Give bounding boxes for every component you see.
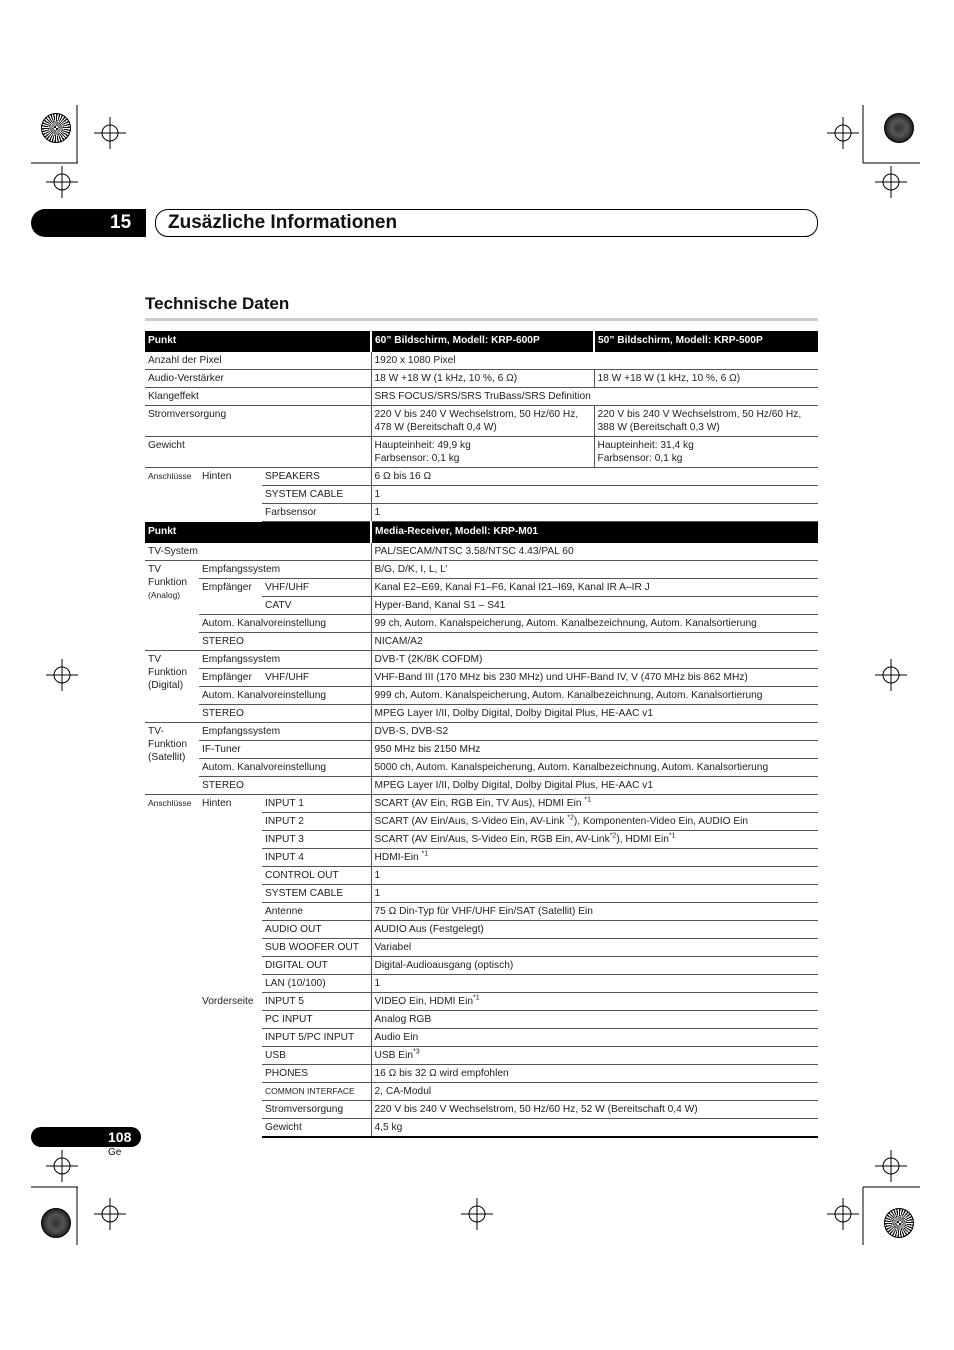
row-value: B/G, D/K, I, L, L’ — [371, 561, 818, 579]
table-row — [145, 723, 818, 741]
row-sublabel: VHF/UHF — [262, 579, 371, 597]
table-row — [145, 406, 818, 437]
spec-table — [145, 331, 818, 1138]
row-label: Autom. Kanalvoreinstellung — [199, 687, 371, 705]
row-label: Empfangssystem — [199, 561, 371, 579]
row-value — [371, 849, 818, 867]
table-row — [145, 669, 818, 687]
row-sublabel: Vorderseite — [202, 995, 254, 1007]
row-sublabel: CATV — [262, 597, 371, 615]
weight-main: Haupteinheit: 31,4 kg — [597, 440, 694, 451]
group-label-line: Funktion — [148, 739, 188, 750]
row-value — [371, 1047, 818, 1065]
row-label: STEREO — [199, 633, 371, 651]
row-label: INPUT 4 — [262, 849, 371, 867]
group-label — [145, 561, 199, 651]
row-label: TV-System — [145, 543, 371, 561]
row-label: DIGITAL OUT — [262, 957, 371, 975]
weight-main: Haupteinheit: 49,9 kg — [374, 440, 471, 451]
group-label — [145, 651, 199, 723]
row-value: MPEG Layer I/II, Dolby Digital, Dolby Digital Plus, HE-AAC v1 — [371, 777, 818, 795]
row-label: Autom. Kanalvoreinstellung — [199, 759, 371, 777]
row-sublabel: Hinten — [202, 798, 232, 809]
row-value: 1 — [371, 867, 818, 885]
row-label: Stromversorgung — [145, 406, 371, 437]
table-row — [145, 741, 818, 759]
row-label: Farbsensor — [262, 504, 371, 522]
group-label-line: (Analog) — [148, 590, 181, 600]
row-label: PC INPUT — [262, 1011, 371, 1029]
value-text: VIDEO Ein, HDMI Ein — [374, 996, 474, 1007]
footnote-ref: *2 — [609, 832, 617, 840]
row-value: 999 ch, Autom. Kanalspeicherung, Autom. Kanalbezeichnung, Autom. Kanalsortierung — [371, 687, 818, 705]
footnote-ref: *1 — [584, 796, 591, 804]
table-row — [145, 705, 818, 723]
table-row — [145, 633, 818, 651]
row-value — [371, 795, 818, 813]
weight-sensor: Farbsensor: 0,1 kg — [374, 453, 460, 464]
header-cell: Media-Receiver, Modell: KRP-M01 — [371, 522, 818, 543]
row-label: SYSTEM CABLE — [262, 486, 371, 504]
row-label: INPUT 3 — [262, 831, 371, 849]
row-label: Gewicht — [262, 1119, 371, 1138]
table-row — [145, 579, 818, 597]
footnote-ref: *2 — [567, 814, 574, 822]
row-label: Anzahl der Pixel — [145, 352, 371, 370]
row-value — [371, 813, 818, 831]
row-value: 1 — [371, 885, 818, 903]
section-title: Technische Daten — [145, 294, 290, 313]
row-value: 220 V bis 240 V Wechselstrom, 50 Hz/60 Hz, 478 W (Bereitschaft 0,4 W) — [371, 406, 594, 437]
group-label-line: TV- — [148, 726, 164, 737]
group-label-line: Funktion — [148, 667, 188, 678]
header-cell: Punkt — [145, 522, 371, 543]
value-text: SCART (AV Ein/Aus, S-Video Ein, AV-Link — [374, 816, 568, 827]
row-label: Stromversorgung — [262, 1101, 371, 1119]
row-label: Gewicht — [145, 437, 371, 468]
row-label: INPUT 2 — [262, 813, 371, 831]
table-row — [145, 561, 818, 579]
row-label: Empfangssystem — [199, 723, 371, 741]
value-text: HDMI-Ein — [374, 852, 422, 863]
row-value: 1 — [371, 504, 818, 522]
row-value — [371, 993, 818, 1011]
row-value: Digital-Audioausgang (optisch) — [371, 957, 818, 975]
row-label: INPUT 1 — [262, 795, 371, 813]
row-label: Empfänger — [199, 579, 262, 615]
table-header-row — [145, 331, 818, 352]
row-label: COMMON INTERFACE — [262, 1083, 371, 1101]
row-value: Variabel — [371, 939, 818, 957]
footnote-ref: *1 — [473, 994, 480, 1002]
table-row — [145, 370, 818, 388]
row-label: INPUT 5/PC INPUT — [262, 1029, 371, 1047]
page-number: 108 — [108, 1129, 132, 1145]
table-row — [145, 543, 818, 561]
row-value — [371, 437, 594, 468]
row-value: 4,5 kg — [371, 1119, 818, 1138]
chapter-number: 15 — [110, 212, 132, 233]
table-row — [145, 388, 818, 406]
row-label: STEREO — [199, 777, 371, 795]
row-label: LAN (10/100) — [262, 975, 371, 993]
weight-sensor: Farbsensor: 0,1 kg — [597, 453, 683, 464]
row-sublabel: VHF/UHF — [262, 669, 371, 687]
row-value: PAL/SECAM/NTSC 3.58/NTSC 4.43/PAL 60 — [371, 543, 818, 561]
value-text: SCART (AV Ein, RGB Ein, TV Aus), HDMI Ein — [374, 798, 585, 809]
row-label: CONTROL OUT — [262, 867, 371, 885]
row-value: 75 Ω Din-Typ für VHF/UHF Ein/SAT (Satellit) Ein — [371, 903, 818, 921]
row-value: 6 Ω bis 16 Ω — [371, 468, 818, 486]
row-value: NICAM/A2 — [371, 633, 818, 651]
table-row — [145, 352, 818, 370]
table-row — [145, 795, 818, 813]
row-value: DVB-S, DVB-S2 — [371, 723, 818, 741]
row-value: 950 MHz bis 2150 MHz — [371, 741, 818, 759]
table-row — [145, 651, 818, 669]
table-row — [145, 437, 818, 468]
row-label: Empfänger — [199, 669, 262, 687]
row-value: 1 — [371, 486, 818, 504]
row-label: SYSTEM CABLE — [262, 885, 371, 903]
table-header-row — [145, 522, 818, 543]
footnote-ref: *1 — [421, 850, 429, 858]
row-value: 16 Ω bis 32 Ω wird empfohlen — [371, 1065, 818, 1083]
value-text: USB Ein — [374, 1050, 414, 1061]
row-value: 220 V bis 240 V Wechselstrom, 50 Hz/60 Hz, 388 W (Bereitschaft 0,3 W) — [594, 406, 818, 437]
row-label: Empfangssystem — [199, 651, 371, 669]
row-label: Klangeffekt — [145, 388, 371, 406]
footnote-ref: *3 — [413, 1048, 420, 1056]
row-label: SPEAKERS — [262, 468, 371, 486]
page-language: Ge — [108, 1147, 122, 1158]
group-label — [145, 723, 199, 795]
table-row — [145, 468, 818, 486]
row-label: STEREO — [199, 705, 371, 723]
row-value: AUDIO Aus (Festgelegt) — [371, 921, 818, 939]
row-value — [371, 831, 818, 849]
row-label: Anschlüsse — [148, 798, 192, 808]
group-label-line: Funktion — [148, 577, 188, 588]
row-label: Audio-Verstärker — [145, 370, 371, 388]
row-value: 2, CA-Modul — [371, 1083, 818, 1101]
row-value: Hyper-Band, Kanal S1 – S41 — [371, 597, 818, 615]
row-sublabel: Hinten — [202, 471, 232, 482]
row-value: Audio Ein — [371, 1029, 818, 1047]
row-label: AUDIO OUT — [262, 921, 371, 939]
row-label: SUB WOOFER OUT — [262, 939, 371, 957]
row-value: 5000 ch, Autom. Kanalspeicherung, Autom. Kanalbezeichnung, Autom. Kanalsortierung — [371, 759, 818, 777]
chapter-title: Zusäzliche Informationen — [168, 212, 398, 233]
group-label-line: TV — [148, 564, 162, 575]
row-value: 99 ch, Autom. Kanalspeicherung, Autom. Kanalbezeichnung, Autom. Kanalsortierung — [371, 615, 818, 633]
row-value: SRS FOCUS/SRS/SRS TruBass/SRS Definition — [371, 388, 818, 406]
row-value: VHF-Band III (170 MHz bis 230 MHz) und UHF-Band IV, V (470 MHz bis 862 MHz) — [371, 669, 818, 687]
row-value: 18 W +18 W (1 kHz, 10 %, 6 Ω) — [371, 370, 594, 388]
row-value: 18 W +18 W (1 kHz, 10 %, 6 Ω) — [594, 370, 818, 388]
row-label: IF-Tuner — [199, 741, 371, 759]
row-value: 1920 x 1080 Pixel — [371, 352, 818, 370]
group-label-line: (Satellit) — [148, 752, 186, 763]
footnote-ref: *1 — [668, 832, 676, 840]
row-value: Kanal E2–E69, Kanal F1–F6, Kanal I21–I69, Kanal IR A–IR J — [371, 579, 818, 597]
row-value: Analog RGB — [371, 1011, 818, 1029]
table-row — [145, 687, 818, 705]
table-row — [145, 615, 818, 633]
row-label: USB — [262, 1047, 371, 1065]
row-label: Antenne — [262, 903, 371, 921]
row-value: 220 V bis 240 V Wechselstrom, 50 Hz/60 Hz, 52 W (Bereitschaft 0,4 W) — [371, 1101, 818, 1119]
row-value: 1 — [371, 975, 818, 993]
group-label-line: TV — [148, 654, 162, 665]
value-text: ), HDMI Ein — [616, 834, 669, 845]
section-rule — [145, 318, 818, 321]
header-cell: Punkt — [145, 331, 371, 352]
row-label: Autom. Kanalvoreinstellung — [199, 615, 371, 633]
row-value: MPEG Layer I/II, Dolby Digital, Dolby Digital Plus, HE-AAC v1 — [371, 705, 818, 723]
row-value — [594, 437, 818, 468]
header-cell: 60” Bildschirm, Modell: KRP-600P — [371, 331, 594, 352]
value-text: ), Komponenten-Video Ein, AUDIO Ein — [573, 816, 749, 827]
row-label: Anschlüsse — [148, 471, 192, 481]
table-row — [145, 759, 818, 777]
row-value: DVB-T (2K/8K COFDM) — [371, 651, 818, 669]
row-label: PHONES — [262, 1065, 371, 1083]
row-label: INPUT 5 — [262, 993, 371, 1011]
header-cell: 50” Bildschirm, Modell: KRP-500P — [594, 331, 818, 352]
table-row — [145, 777, 818, 795]
table-row — [145, 993, 818, 1011]
group-label-line: (Digital) — [148, 680, 184, 691]
value-text: SCART (AV Ein/Aus, S-Video Ein, RGB Ein, AV-Link — [374, 834, 610, 845]
